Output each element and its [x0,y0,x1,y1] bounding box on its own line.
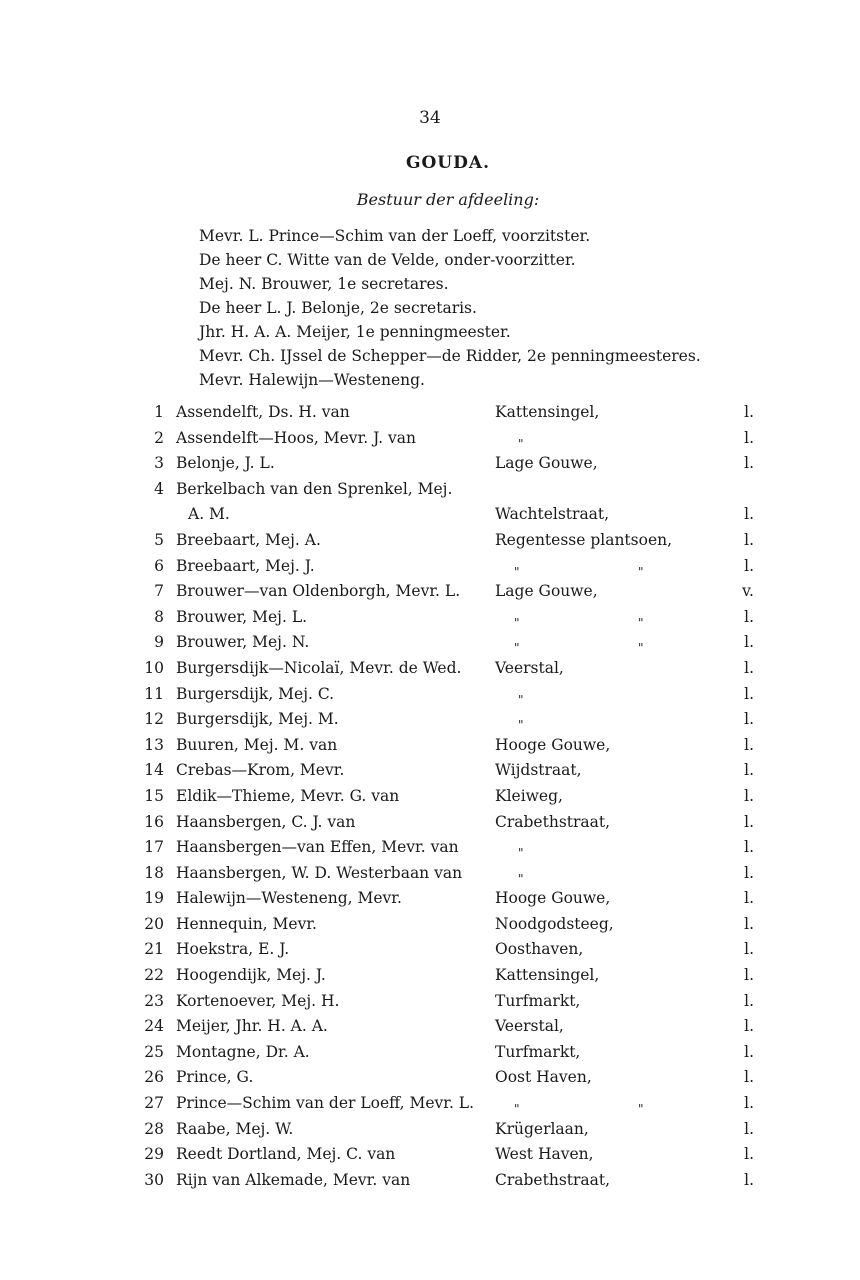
member-street: West Haven, [495,1145,594,1164]
member-row [140,1168,760,1194]
member-name-text: Assendelft, Ds. H. van [176,403,350,421]
member-row [140,630,760,656]
member-code: l. [744,684,754,703]
member-name [176,1091,474,1117]
member-row [140,1040,760,1066]
member-code: l. [744,607,754,626]
ditto-mark: " [518,871,524,886]
member-name-text: Belonje, J. L. [176,454,275,473]
member-name [176,810,355,836]
member-number: 28 [144,1119,164,1138]
member-name [176,1065,253,1091]
member-street: Crabethstraat, [495,1170,611,1189]
board-member-line: Mevr. L. Prince—Schim van der Loeff, voorzitster. [199,227,591,245]
member-code: l. [744,1094,754,1113]
member-name-text: Raabe, Mej. W. [176,1119,294,1138]
member-name [176,1142,395,1168]
member-street: Hooge Gouwe, [495,889,611,908]
member-number: 8 [154,607,164,626]
member-number: 6 [154,556,164,575]
member-name [176,554,315,580]
member-name [176,682,334,708]
member-code: l. [744,633,754,652]
member-number: 24 [144,1017,164,1036]
member-row [140,579,760,605]
member-code: l. [744,1068,754,1087]
member-name-text: Haansbergen, C. J. van [176,812,356,831]
page-title: GOUDA. [405,153,490,173]
member-name [176,963,326,989]
member-name [176,451,275,477]
member-row [140,707,760,733]
member-row [140,656,760,682]
member-number: 26 [144,1068,164,1087]
member-code: l. [744,530,754,549]
member-number: 21 [144,940,164,959]
member-number: 15 [144,786,164,805]
member-name [176,861,462,887]
member-number: 23 [144,991,164,1010]
member-code: l. [744,1170,754,1189]
member-name-text: Berkelbach van den Sprenkel, Mej. [176,479,453,498]
member-row [140,1065,760,1091]
member-name-text: Brouwer—van Oldenborgh, Mevr. L. [176,582,461,601]
member-name-continued: A. M. [188,505,230,524]
member-name [176,886,402,912]
member-name-text: Burgersdijk, Mej. M. [176,710,339,729]
member-code: l. [744,454,754,473]
member-code: l. [744,556,754,575]
member-row [140,733,760,759]
member-number: 18 [144,863,164,882]
member-row [140,477,760,528]
member-code: l. [744,658,754,677]
board-member-line: Jhr. H. A. A. Meijer, 1e penningmeester. [199,323,511,341]
member-row [140,861,760,887]
member-code: v. [742,582,754,601]
board-list [199,224,839,392]
member-row [140,1014,760,1040]
member-street: Oost Haven, [495,1068,592,1087]
member-code: l. [744,761,754,780]
member-street: Crabethstraat, [495,812,611,831]
member-name-text: Halewijn—Westeneng, Mevr. [176,889,402,908]
member-row [140,886,760,912]
member-code: l. [744,966,754,985]
member-code: l. [744,940,754,959]
ditto-mark: " [514,1102,520,1117]
member-number: 11 [144,684,164,703]
member-name-text: Haansbergen—van Effen, Mevr. van [176,838,459,857]
board-member-line: Mevr. Halewijn—Westeneng. [199,371,425,389]
member-row [140,784,760,810]
member-number: 10 [144,658,164,677]
member-name-text: Burgersdijk, Mej. C. [176,684,335,703]
member-list [140,400,760,1193]
member-number: 9 [154,633,164,652]
member-name-text: Haansbergen, W. D. Westerbaan van [176,863,463,882]
member-street: Turfmarkt, [495,991,581,1010]
member-row [140,400,760,426]
member-street: Noodgodsteeg, [495,914,614,933]
member-code: l. [744,812,754,831]
member-number: 5 [154,530,164,549]
member-row [140,605,760,631]
member-street: Lage Gouwe, [495,454,598,473]
member-row [140,963,760,989]
member-number: 2 [154,428,164,447]
member-name-text: Prince, G. [176,1068,254,1087]
member-row [140,810,760,836]
member-street: Wachtelstraat, [495,505,610,524]
member-row [140,528,760,554]
member-name-text: Crebas—Krom, Mevr. [176,761,345,780]
member-name-text: Reedt Dortland, Mej. C. van [176,1145,396,1164]
member-number: 29 [144,1145,164,1164]
ditto-mark: " [514,615,520,630]
member-number: 1 [154,403,164,421]
member-number: 7 [154,582,164,601]
member-number: 3 [154,454,164,473]
member-code: l. [744,863,754,882]
member-number: 12 [144,710,164,729]
member-code: l. [744,838,754,857]
member-number: 20 [144,914,164,933]
member-name [176,400,350,426]
member-street: Turfmarkt, [495,1042,581,1061]
ditto-mark: " [638,615,644,630]
member-name [176,989,339,1015]
member-row [140,1091,760,1117]
member-name-text: Brouwer, Mej. N. [176,633,310,652]
member-name-text: Breebaart, Mej. A. [176,530,321,549]
member-name [176,579,460,605]
member-row [140,835,760,861]
member-name [176,784,399,810]
member-number: 16 [144,812,164,831]
member-row [140,682,760,708]
member-code: l. [744,1042,754,1061]
member-row [140,912,760,938]
member-name-text: Hoogendijk, Mej. J. [176,966,326,985]
ditto-mark: " [518,436,524,451]
member-row [140,1117,760,1143]
member-name [176,656,461,682]
member-name-text: Eldik—Thieme, Mevr. G. van [176,786,400,805]
page-number: 34 [419,108,441,128]
member-number: 19 [144,889,164,908]
member-name [176,1040,310,1066]
member-number: 30 [144,1170,164,1189]
member-name [176,733,337,759]
member-code: l. [744,786,754,805]
member-name [176,937,289,963]
member-name [176,1168,410,1194]
member-name [176,758,344,784]
member-code: l. [744,735,754,754]
member-street: Wijdstraat, [495,761,582,780]
ditto-mark: " [518,846,524,861]
member-number: 13 [144,735,164,754]
member-code: l. [744,428,754,447]
member-name-text: Assendelft—Hoos, Mevr. J. van [176,428,416,447]
member-name [176,477,452,528]
member-code: l. [744,403,754,421]
member-street: Lage Gouwe, [495,582,598,601]
member-number: 27 [144,1094,164,1113]
member-name [176,912,317,938]
member-number: 17 [144,838,164,857]
member-code: l. [744,710,754,729]
board-member-line: Mej. N. Brouwer, 1e secretares. [199,275,449,293]
member-code: l. [744,1145,754,1164]
member-name-text: Breebaart, Mej. J. [176,556,315,575]
member-name [176,835,459,861]
member-street: Krügerlaan, [495,1119,589,1138]
member-name [176,630,309,656]
member-street: Regentesse plantsoen, [495,530,673,549]
member-name-text: Brouwer, Mej. L. [176,607,308,626]
member-number: 14 [144,761,164,780]
member-code: l. [744,991,754,1010]
board-member-line: De heer L. J. Belonje, 2e secretaris. [199,299,477,317]
member-row [140,758,760,784]
ditto-mark: " [518,718,524,733]
member-code: l. [744,889,754,908]
member-name-text: Prince—Schim van der Loeff, Mevr. L. [176,1094,475,1113]
member-code: l. [744,914,754,933]
board-member-line: Mevr. Ch. IJssel de Schepper—de Ridder, 2e penningmeesteres. [199,347,701,365]
member-name-text: Hoekstra, E. J. [176,940,290,959]
ditto-mark: " [514,564,520,579]
member-number: 22 [144,966,164,985]
ditto-mark: " [518,692,524,707]
member-name [176,707,339,733]
member-street: Hooge Gouwe, [495,735,611,754]
member-row [140,426,760,452]
member-code: l. [744,1119,754,1138]
ditto-mark: " [638,564,644,579]
member-name [176,426,416,452]
board-member-line: De heer C. Witte van de Velde, onder-voorzitter. [199,251,576,269]
member-street: Veerstal, [495,1017,564,1036]
member-row [140,554,760,580]
member-code: l. [744,505,754,524]
ditto-mark: " [638,1102,644,1117]
member-name-text: Meijer, Jhr. H. A. A. [176,1017,328,1036]
member-name-text: Buuren, Mej. M. van [176,735,338,754]
member-row [140,451,760,477]
member-row [140,937,760,963]
member-number: 4 [154,479,164,498]
member-street: Kattensingel, [495,966,600,985]
member-name-text: Burgersdijk—Nicolaï, Mevr. de Wed. [176,658,462,677]
member-name [176,605,307,631]
member-name [176,1014,328,1040]
member-code: l. [744,1017,754,1036]
member-row [140,989,760,1015]
member-name-text: Montagne, Dr. A. [176,1042,310,1061]
member-street: Oosthaven, [495,940,584,959]
member-street: Veerstal, [495,658,564,677]
member-name [176,528,321,554]
member-street: Kleiweg, [495,786,563,805]
member-name-text: Hennequin, Mevr. [176,914,317,933]
member-name-text: Kortenoever, Mej. H. [176,991,340,1010]
member-number: 25 [144,1042,164,1061]
section-subtitle: Bestuur der afdeeling: [356,190,540,209]
member-name [176,1117,293,1143]
ditto-mark: " [514,641,520,656]
ditto-mark: " [638,641,644,656]
member-street: Kattensingel, [495,403,600,421]
member-name-text: Rijn van Alkemade, Mevr. van [176,1170,411,1189]
member-row [140,1142,760,1168]
